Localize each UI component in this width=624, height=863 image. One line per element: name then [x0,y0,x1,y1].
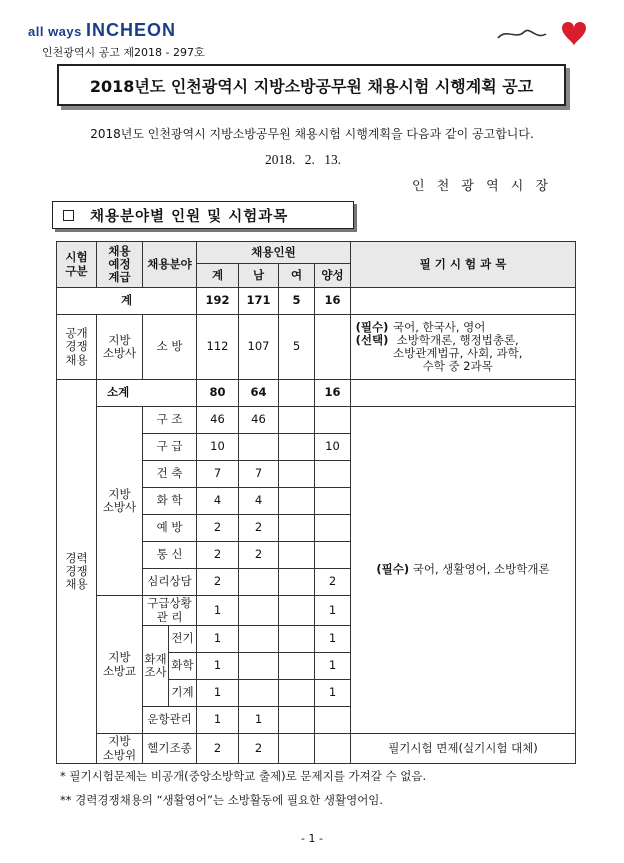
total-cell: 1 [197,707,239,734]
female-cell: 5 [279,315,315,380]
female-cell [279,680,315,707]
both-cell: 1 [315,653,351,680]
female-cell [279,596,315,626]
female-cell [279,626,315,653]
table-row [57,407,576,434]
table-row-total [57,288,576,315]
subjects-exempt: 필기시험 면제(실기시험 대체) [351,734,576,764]
both-cell [315,488,351,515]
field-cell: 예 방 [143,515,197,542]
header-quota: 채용인원 [197,242,351,264]
male-cell [239,434,279,461]
rank-sa: 지방 소방사 [97,407,143,596]
rank-wi: 지방 소방위 [97,734,143,764]
field-cell: 헬기조종 [143,734,197,764]
table-row-open [57,315,576,380]
intro-text: 2018년도 인천광역시 지방소방공무원 채용시험 시행계획을 다음과 같이 공고합니다. [90,127,534,141]
female-cell [279,515,315,542]
total-cell: 112 [197,315,239,380]
header-subjects: 필 기 시 험 과 목 [351,242,576,288]
subjects-cell [351,380,576,407]
female-cell: 5 [279,288,315,315]
total-label: 계 [57,288,197,315]
subtotal-label: 소계 [97,380,197,407]
header-rank: 채용 예정 계급 [97,242,143,288]
footnote-2: ** 경력경쟁채용의 “생활영어”는 소방활동에 필요한 생활영어임. [60,793,384,807]
total-cell: 2 [197,515,239,542]
field-cell: 운항관리 [143,707,197,734]
header-both: 양성 [315,264,351,288]
issuer: 인 천 광 역 시 장 [412,179,553,194]
recruitment-table [56,241,576,764]
field-open: 소 방 [143,315,197,380]
total-cell: 2 [197,542,239,569]
both-cell [315,407,351,434]
field-cell: 화학 [169,653,197,680]
page-number: - 1 - [301,832,323,845]
female-cell [279,542,315,569]
header-exam-type: 시험 구분 [57,242,97,288]
total-cell: 192 [197,288,239,315]
female-cell [279,569,315,596]
female-cell [279,407,315,434]
both-cell: 1 [315,596,351,626]
male-cell: 2 [239,515,279,542]
male-cell [239,596,279,626]
female-cell [279,707,315,734]
male-cell [239,653,279,680]
male-cell [239,569,279,596]
rank-open: 지방 소방사 [97,315,143,380]
heart-signature-logo [490,14,590,48]
field-fire-investigation: 화재 조사 [143,626,169,707]
both-cell [315,734,351,764]
total-cell: 10 [197,434,239,461]
field-cell: 화 학 [143,488,197,515]
male-cell: 107 [239,315,279,380]
exam-type-career: 경력 경쟁 채용 [57,380,97,764]
field-cell: 기계 [169,680,197,707]
male-cell: 2 [239,734,279,764]
title-box [57,64,566,106]
subjects-career: (필수) 국어, 생활영어, 소방학개론 [351,407,576,734]
male-cell: 64 [239,380,279,407]
total-cell: 1 [197,680,239,707]
total-cell: 1 [197,653,239,680]
male-cell: 1 [239,707,279,734]
female-cell [279,461,315,488]
logo-small-text: all ways [28,24,82,39]
footnote-1: * 필기시험문제는 비공개(중앙소방학교 출제)로 문제지를 가져갈 수 없음. [60,769,427,783]
table-row-subtotal [57,380,576,407]
subjects-cell [351,288,576,315]
logo-big-text: INCHEON [86,20,177,40]
exam-type-open: 공개 경쟁 채용 [57,315,97,380]
female-cell [279,380,315,407]
section-header [52,201,354,229]
field-cell: 심리상담 [143,569,197,596]
rank-gyo: 지방 소방교 [97,596,143,734]
male-cell: 7 [239,461,279,488]
incheon-logo [28,20,176,41]
header-male: 남 [239,264,279,288]
total-cell: 2 [197,734,239,764]
both-cell: 16 [315,380,351,407]
table-row [57,734,576,764]
field-cell: 통 신 [143,542,197,569]
both-cell [315,515,351,542]
notice-date: 2018. 2. 13. [265,152,342,167]
field-cell: 구 조 [143,407,197,434]
total-cell: 4 [197,488,239,515]
total-cell: 80 [197,380,239,407]
male-cell: 171 [239,288,279,315]
both-cell [315,542,351,569]
page-title: 2018년도 인천광역시 지방소방공무원 채용시험 시행계획 공고 [89,76,534,96]
total-cell: 7 [197,461,239,488]
female-cell [279,653,315,680]
both-cell: 10 [315,434,351,461]
both-cell: 16 [315,288,351,315]
both-cell [315,707,351,734]
total-cell: 2 [197,569,239,596]
both-cell: 1 [315,626,351,653]
section-title: 채용분야별 인원 및 시험과목 [90,208,289,225]
total-cell: 1 [197,596,239,626]
header-female: 여 [279,264,315,288]
field-cell: 건 축 [143,461,197,488]
notice-number: 인천광역시 공고 제2018 - 297호 [42,46,205,59]
total-cell: 46 [197,407,239,434]
field-cell: 구 급 [143,434,197,461]
header-field: 채용분야 [143,242,197,288]
male-cell: 2 [239,542,279,569]
checkbox-square-icon [63,210,74,221]
both-cell: 2 [315,569,351,596]
male-cell: 4 [239,488,279,515]
field-cell: 전기 [169,626,197,653]
header-total: 계 [197,264,239,288]
total-cell: 1 [197,626,239,653]
female-cell [279,488,315,515]
subjects-open: (필수) 국어, 한국사, 영어 (선택) 소방학개론, 행정법총론, 소방관계법규, 사회, 과학, 수학 중 2과목 [351,315,576,380]
both-cell: 1 [315,680,351,707]
field-cell: 구급상황 관 리 [143,596,197,626]
male-cell [239,626,279,653]
male-cell [239,680,279,707]
both-cell [315,461,351,488]
male-cell: 46 [239,407,279,434]
female-cell [279,734,315,764]
female-cell [279,434,315,461]
both-cell [315,315,351,380]
